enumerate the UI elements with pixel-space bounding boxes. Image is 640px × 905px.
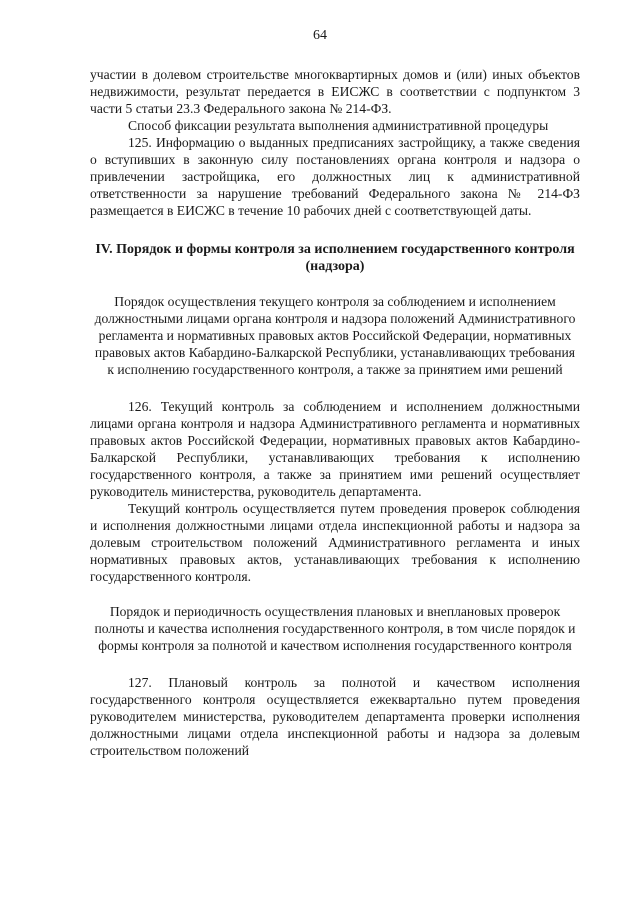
paragraph-127: 127. Плановый контроль за полнотой и качеством исполнения государственного контроля осуществляется ежеквартально путем проведения руководителем министерства, руководителем департамента проверки исполнения должностными лицами отдела инспекционной работы и надзора за долевым строительством положений	[90, 675, 580, 758]
paragraph-126: 126. Текущий контроль за соблюдением и исполнением должностными лицами органа контроля и надзора Административного регламента и нормативных правовых актов Российской Федерации, нормативных правовых актов Кабардино-Балкарской Республики, устанавливающих требования к исполнению государственного контроля, а также за принятием ими решений осуществляет руководитель министерства, руководитель департамента.	[90, 399, 580, 499]
paragraph-current-control: Текущий контроль осуществляется путем проведения проверок соблюдения и исполнения должностными лицами отдела инспекционной работы и надзора за долевым строительством положений Административного регламента и иных нормативных правовых актов, устанавливающих требования к исполнению государственного контроля.	[90, 501, 580, 584]
document-body	[90, 66, 580, 759]
section-heading: IV. Порядок и формы контроля за исполнением государственного контроля (надзора)	[95, 242, 575, 274]
subheading-planned-checks: Порядок и периодичность осуществления плановых и внеплановых проверок полноты и качества исполнения государственного контроля, в том числе порядок и формы контроля за полнотой и качеством исполнения государственного контроля	[94, 604, 576, 653]
procedure-heading: Способ фиксации результата выполнения административной процедуры	[128, 118, 549, 133]
subheading-current-control: Порядок осуществления текущего контроля за соблюдением и исполнением должностными лицами органа контроля и надзора положений Административного регламента и нормативных правовых актов Российской Федерации, нормативных правовых актов Кабардино-Балкарской Республики, устанавливающих требования к исполнению государственного контроля, а также за принятием ими решений	[94, 294, 576, 377]
paragraph-125: 125. Информацию о выданных предписаниях застройщику, а также сведения о вступивших в законную силу постановлениях органа контроля и надзора о привлечении застройщика, его должностных лиц к административной ответственности за нарушение требований Федерального закона № 214-ФЗ размещается в ЕИСЖС в течение 10 рабочих дней с соответствующей даты.	[90, 135, 580, 218]
paragraph-continuation: участии в долевом строительстве многоквартирных домов и (или) иных объектов недвижимости, результат передается в ЕИСЖС в соответствии с подпунктом 3 части 5 статьи 23.3 Федерального закона № 214-ФЗ.	[90, 67, 580, 116]
page-number: 64	[313, 28, 327, 43]
